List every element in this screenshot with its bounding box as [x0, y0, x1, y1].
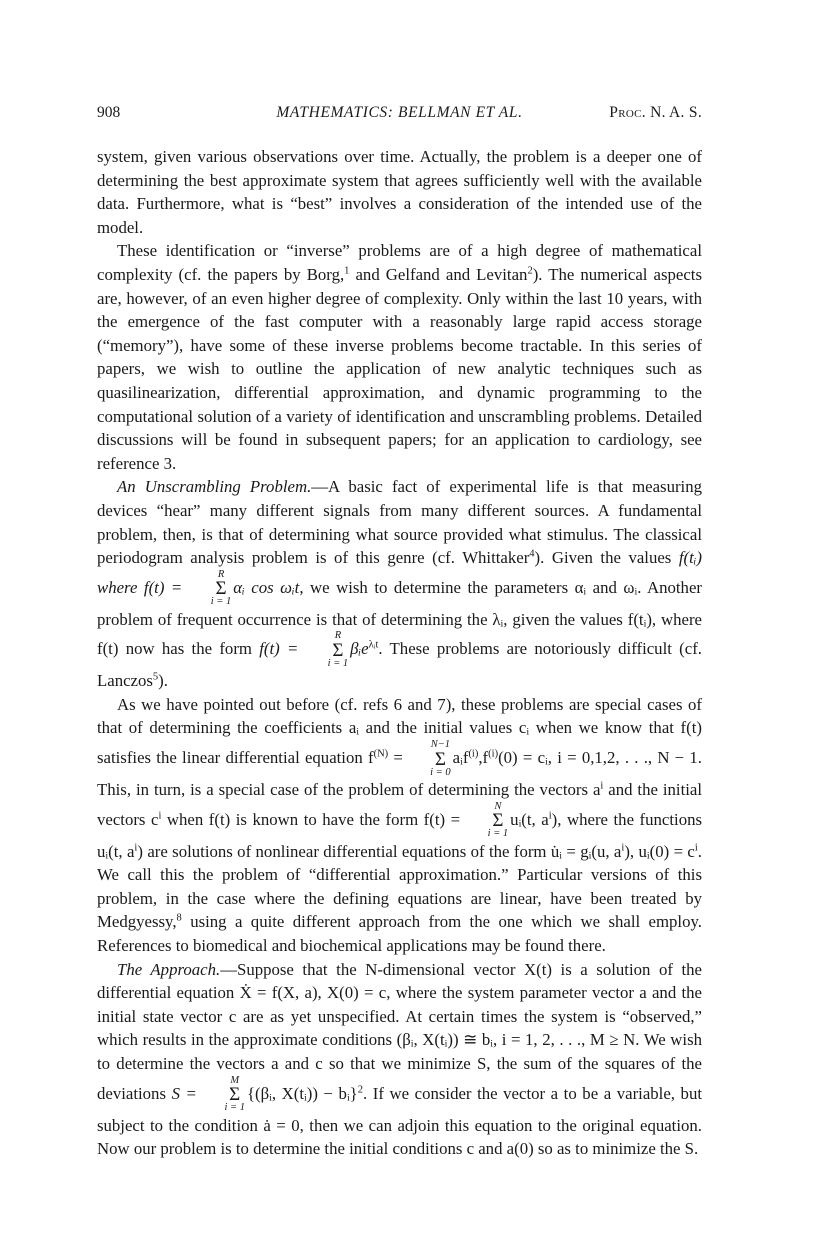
running-title: MATHEMATICS: BELLMAN ET AL.	[276, 104, 523, 121]
summation-symbol: M Σ i = 1	[224, 1074, 245, 1114]
running-header	[97, 104, 702, 128]
paragraph-approach: The Approach.—Suppose that the N-dimensional vector X(t) is a solution of the differential equation Ẋ = f(X, a), X(0) = c, where the system parameter vector a and the initial state vector c are as yet unspecified. At certain times the system is “observed,” which results in the approximate conditions (βᵢ, X(tᵢ)) ≅ bᵢ, i = 1, 2, . . ., M ≥ N. We wish to determine the vectors a and c so that we minimize S, the sum of the squares of the deviations S = M Σ i = 1 {(βᵢ, X(tᵢ)) − bᵢ}$^2$. If we consider the vector a to be a variable, but subject to the condition ȧ = 0, then we can adjoin this equation to the original equation. Now our problem is to determine the initial conditions c and a(0) so as to minimize the S.	[97, 959, 702, 1159]
footnote-ref: 2	[527, 265, 533, 277]
paragraph-special-cases: As we have pointed out before (cf. refs 6 and 7), these problems are special cases of that of determining the coefficients aᵢ and the initial values cᵢ when we know that f(t) satisfies the linear differential equation $f^{(N)}$ = N−1 Σ i = 0 $aᵢf^{(i)},f^{(i)}(0)$ = cᵢ, i = 0,1,2, . . ., N − 1. This, in turn, is a special case of the problem of determining the vectors $a^i$ and the initial vectors $c^i$ when f(t) is known to have the form f(t) = N Σ i = 1 uᵢ(t, $a^i$), where the functions uᵢ(t, $a^i$) are solutions of nonlinear differential equations of the form u̇ᵢ = gᵢ(u, $a^i$), uᵢ(0) = $c^i$. We call this the problem of “differential approximation.” Particular versions of this problem, in the case where the defining equations are linear, have been treated by Medgyessy,$^8$ using a quite different approach from the one which we shall employ. References to biomedical and biochemical applications may be found there.	[97, 694, 703, 956]
summation-symbol: N−1 Σ i = 0	[430, 739, 451, 778]
footnote-ref: 4	[529, 548, 535, 560]
section-heading: The Approach.	[117, 959, 221, 979]
summation-symbol: R Σ i = 1	[210, 568, 232, 608]
paragraph-unscrambling-problem: An Unscrambling Problem.—A basic fact of experimental life is that measuring devices “hear” many different signals from many different sources. A fundamental problem, then, is that of determining what source provided what stimulus. The classical periodogram analysis problem is of this genre (cf. Whittaker$^4$). Given the values f(tᵢ) where f(t) = R Σ i = 1 αᵢ cos ωᵢt, we wish to determine the parameters αᵢ and ωᵢ. Another problem of frequent occurrence is that of determining the λᵢ, given the values f(tᵢ), where f(t) now has the form f(t) = R Σ i = 1 βᵢe$^{\lambda ᵢt}$. These problems are notoriously difficult (cf. Lanczos$^5$).	[97, 477, 703, 691]
footnote-ref: 1	[344, 265, 350, 277]
summation-symbol: N Σ i = 1	[487, 800, 509, 840]
page-number: 908	[97, 104, 121, 121]
footnote-ref: 8	[176, 912, 182, 924]
paragraph-inverse-problems: These identification or “inverse” problems are of a high degree of mathematical complexity (cf. the papers by Borg,$^1$ and Gelfand and Levitan$^2$). The numerical aspects are, however, of an even higher degree of complexity. Only within the last 10 years, with the emergence of the fast computer with a reasonably large rapid access storage (“memory”), have some of these inverse problems become tractable. In this series of papers, we wish to outline the application of new analytic techniques such as quasilinearization, differential approximation, and dynamic programming to the computational solution of a variety of identification and unscrambling problems. Detailed discussions will be found in subsequent papers; for an application to cardiology, see reference 3.	[97, 241, 702, 473]
section-heading: An Unscrambling Problem.	[117, 477, 312, 497]
paragraph-continuation: system, given various observations over time. Actually, the problem is a deeper one of determining the best approximate system that agrees sufficiently well with the available data. Furthermore, what is “best” involves a consideration of the intended use of the model.	[97, 147, 702, 237]
summation-symbol: R Σ i = 1	[327, 630, 349, 669]
footnote-ref: 5	[152, 671, 159, 683]
journal-name: Proc. N. A. S.	[609, 104, 702, 121]
article-body	[97, 145, 702, 1161]
